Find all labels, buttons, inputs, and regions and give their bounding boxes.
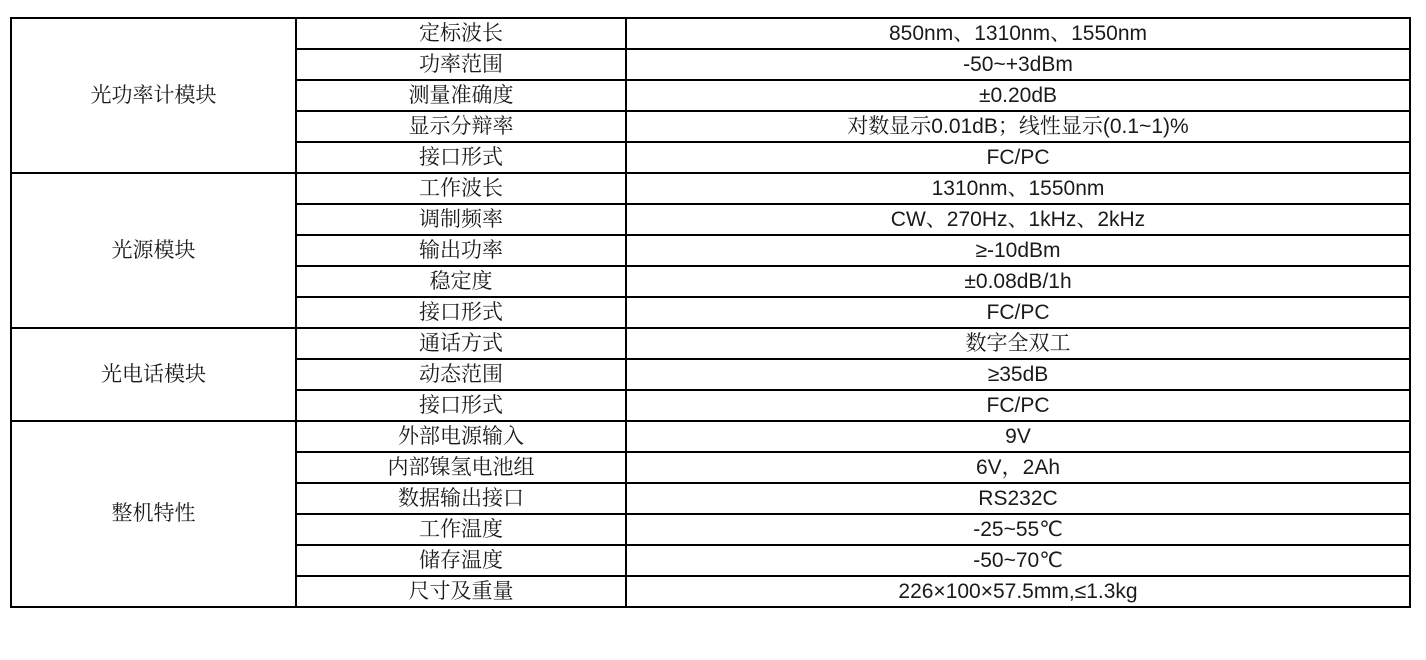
parameter-value-cell: 1310nm、1550nm [626,173,1410,204]
parameter-value-cell: -50~70℃ [626,545,1410,576]
table-row [11,328,1410,359]
parameter-value-cell: 对数显示0.01dB；线性显示(0.1~1)% [626,111,1410,142]
parameter-name-cell: 数据输出接口 [296,483,626,514]
parameter-value-cell: -50~+3dBm [626,49,1410,80]
parameter-name-cell: 工作温度 [296,514,626,545]
parameter-name-cell: 储存温度 [296,545,626,576]
parameter-value-cell: ≥35dB [626,359,1410,390]
parameter-value-cell: 226×100×57.5mm,≤1.3kg [626,576,1410,607]
parameter-name-cell: 接口形式 [296,297,626,328]
parameter-value-cell: 9V [626,421,1410,452]
spec-table [10,17,1411,608]
parameter-value-cell: ±0.20dB [626,80,1410,111]
table-row [11,18,1410,49]
parameter-name-cell: 输出功率 [296,235,626,266]
parameter-value-cell: CW、270Hz、1kHz、2kHz [626,204,1410,235]
parameter-name-cell: 稳定度 [296,266,626,297]
module-name-cell: 光功率计模块 [11,18,296,173]
spec-table-container [10,17,1409,608]
parameter-name-cell: 接口形式 [296,390,626,421]
parameter-name-cell: 外部电源输入 [296,421,626,452]
parameter-name-cell: 显示分辩率 [296,111,626,142]
parameter-name-cell: 接口形式 [296,142,626,173]
parameter-value-cell: 850nm、1310nm、1550nm [626,18,1410,49]
parameter-name-cell: 动态范围 [296,359,626,390]
parameter-name-cell: 尺寸及重量 [296,576,626,607]
parameter-value-cell: 数字全双工 [626,328,1410,359]
parameter-value-cell: FC/PC [626,142,1410,173]
parameter-value-cell: RS232C [626,483,1410,514]
module-name-cell: 光源模块 [11,173,296,328]
parameter-name-cell: 通话方式 [296,328,626,359]
table-row [11,421,1410,452]
parameter-value-cell: FC/PC [626,297,1410,328]
parameter-name-cell: 工作波长 [296,173,626,204]
module-name-cell: 光电话模块 [11,328,296,421]
spec-table-body [11,18,1410,607]
parameter-value-cell: ≥-10dBm [626,235,1410,266]
parameter-value-cell: 6V，2Ah [626,452,1410,483]
parameter-name-cell: 调制频率 [296,204,626,235]
parameter-value-cell: FC/PC [626,390,1410,421]
parameter-name-cell: 定标波长 [296,18,626,49]
parameter-value-cell: ±0.08dB/1h [626,266,1410,297]
parameter-value-cell: -25~55℃ [626,514,1410,545]
table-row [11,173,1410,204]
parameter-name-cell: 测量准确度 [296,80,626,111]
parameter-name-cell: 功率范围 [296,49,626,80]
parameter-name-cell: 内部镍氢电池组 [296,452,626,483]
module-name-cell: 整机特性 [11,421,296,607]
